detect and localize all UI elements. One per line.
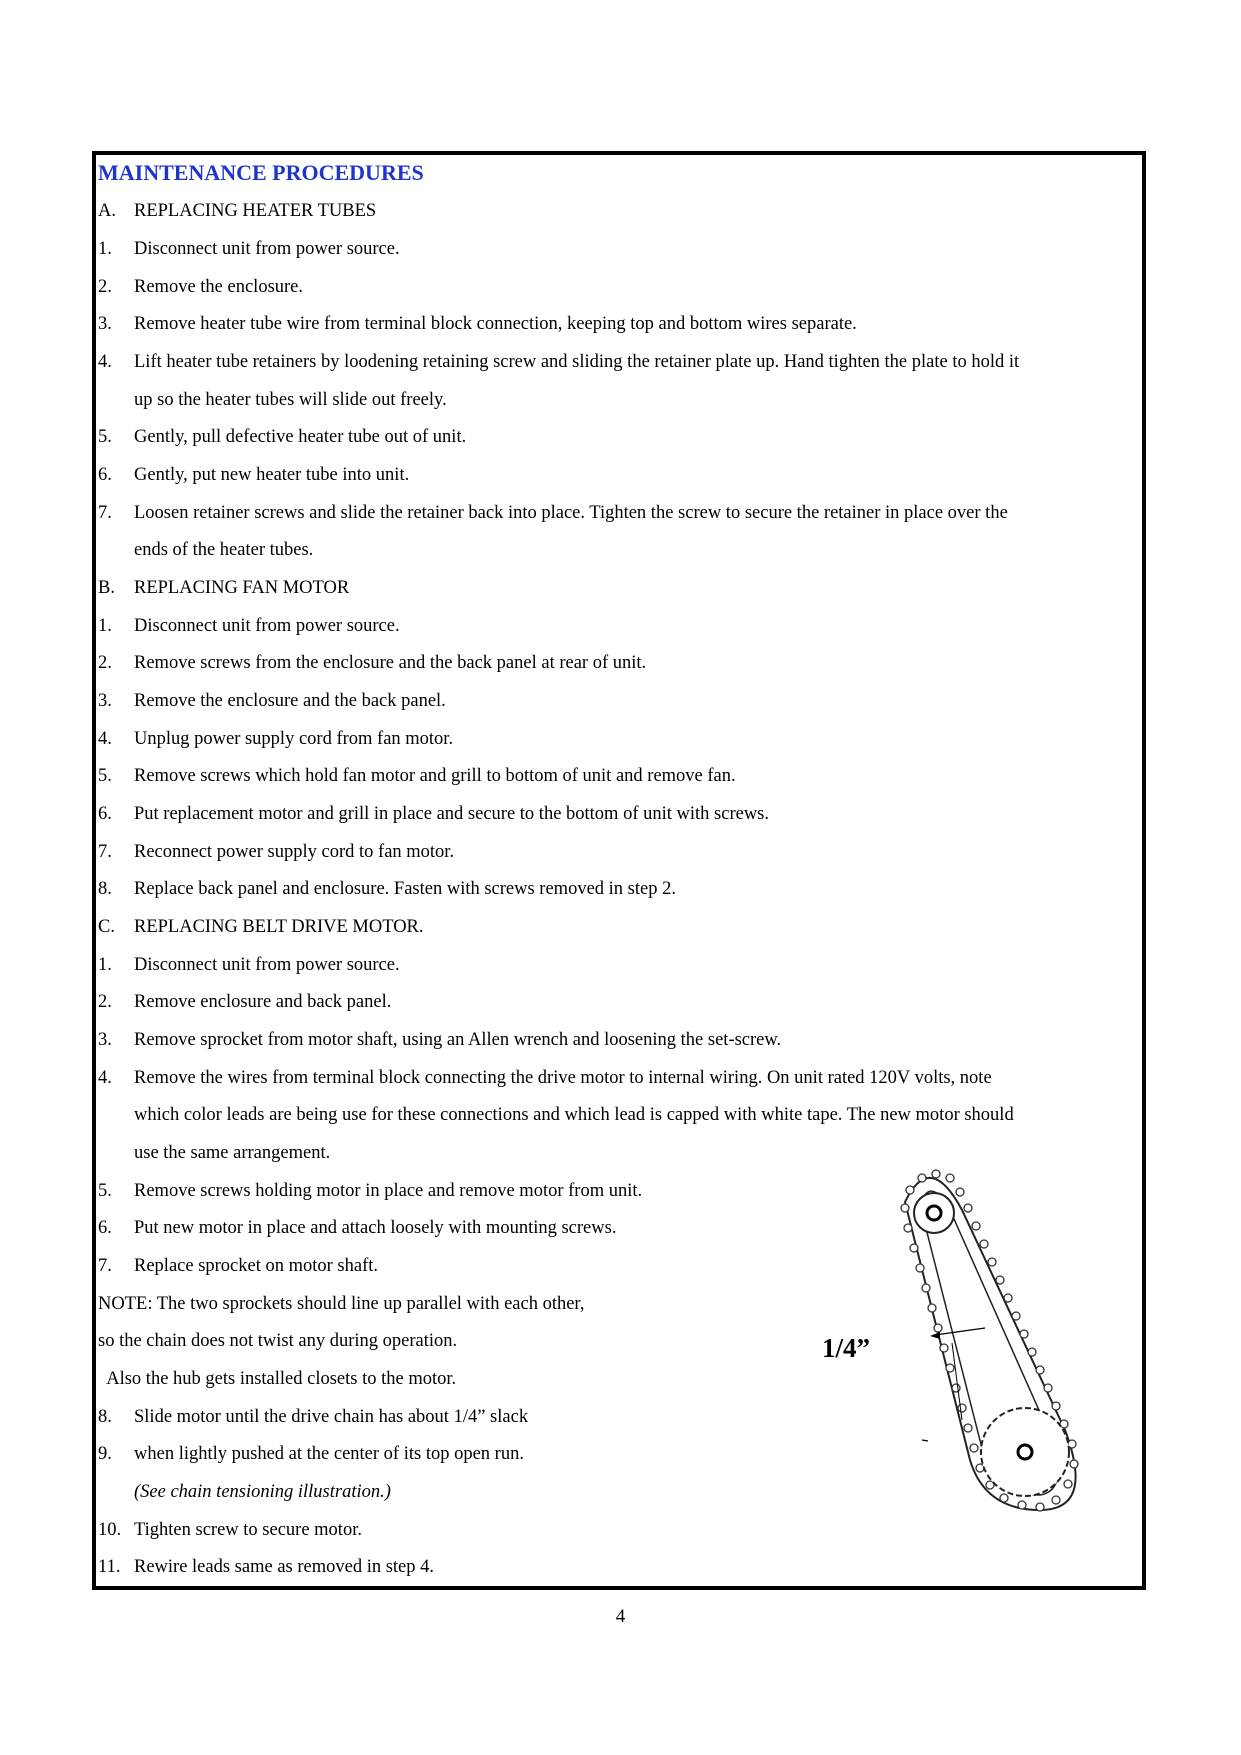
list-item: 2. Remove enclosure and back panel. — [98, 992, 392, 1012]
note-line: so the chain does not twist any during operation. — [98, 1331, 458, 1351]
list-item-continuation: up so the heater tubes will slide out freely. — [134, 390, 447, 410]
list-item: 9. when lightly pushed at the center of its top open run. — [98, 1444, 524, 1464]
slack-measure-label: 1/4” — [822, 1333, 871, 1363]
list-item: 6. Gently, put new heater tube into unit. — [98, 465, 410, 485]
list-item: 6. Put replacement motor and grill in place and secure to the bottom of unit with screws. — [98, 804, 769, 824]
chain-tension-illustration — [890, 1160, 1120, 1540]
list-item: 4. Unplug power supply cord from fan motor. — [98, 729, 454, 749]
list-item: 5. Gently, pull defective heater tube out of unit. — [98, 427, 467, 447]
section-heading: MAINTENANCE PROCEDURES — [98, 160, 424, 185]
list-item: 4. Lift heater tube retainers by loodening retaining screw and sliding the retainer plate up. Hand tighten the plate to hold it — [98, 352, 1020, 372]
list-item: 6. Put new motor in place and attach loosely with mounting screws. — [98, 1218, 617, 1238]
list-item: A. REPLACING HEATER TUBES — [98, 201, 377, 221]
list-item: 5. Remove screws which hold fan motor and grill to bottom of unit and remove fan. — [98, 766, 736, 786]
list-item: 4. Remove the wires from terminal block connecting the drive motor to internal wiring. On unit rated 120V volts, note — [98, 1068, 992, 1088]
illustration-reference: (See chain tensioning illustration.) — [134, 1482, 391, 1502]
list-item: 3. Remove sprocket from motor shaft, using an Allen wrench and loosening the set-screw. — [98, 1030, 782, 1050]
list-item: 5. Remove screws holding motor in place and remove motor from unit. — [98, 1181, 643, 1201]
list-item: 3. Remove heater tube wire from terminal block connection, keeping top and bottom wires separate. — [98, 314, 857, 334]
note-line: NOTE: The two sprockets should line up parallel with each other, — [98, 1294, 585, 1314]
list-item: 2. Remove the enclosure. — [98, 277, 304, 297]
page-number: 4 — [615, 1606, 626, 1627]
list-item: 8. Replace back panel and enclosure. Fasten with screws removed in step 2. — [98, 879, 676, 899]
list-item: 7. Replace sprocket on motor shaft. — [98, 1256, 379, 1276]
list-item: 2. Remove screws from the enclosure and the back panel at rear of unit. — [98, 653, 647, 673]
list-item: 1. Disconnect unit from power source. — [98, 955, 400, 975]
list-item: 8. Slide motor until the drive chain has about 1/4” slack — [98, 1407, 529, 1427]
list-item-continuation: use the same arrangement. — [134, 1143, 331, 1163]
list-item: C. REPLACING BELT DRIVE MOTOR. — [98, 917, 424, 937]
list-item: 11. Rewire leads same as removed in step 4. — [98, 1557, 435, 1577]
list-item: 10. Tighten screw to secure motor. — [98, 1520, 362, 1540]
list-item-continuation: which color leads are being use for these connections and which lead is capped with white tape. The new motor should — [134, 1105, 1014, 1125]
note-line: Also the hub gets installed closets to the motor. — [98, 1369, 457, 1389]
list-item: 1. Disconnect unit from power source. — [98, 239, 400, 259]
list-item: 7. Loosen retainer screws and slide the retainer back into place. Tighten the screw to secure the retainer in place over the — [98, 503, 1008, 523]
list-item-continuation: ends of the heater tubes. — [134, 540, 314, 560]
list-item: 1. Disconnect unit from power source. — [98, 616, 400, 636]
list-item: 3. Remove the enclosure and the back panel. — [98, 691, 446, 711]
list-item: 7. Reconnect power supply cord to fan motor. — [98, 842, 455, 862]
list-item: B. REPLACING FAN MOTOR — [98, 578, 350, 598]
